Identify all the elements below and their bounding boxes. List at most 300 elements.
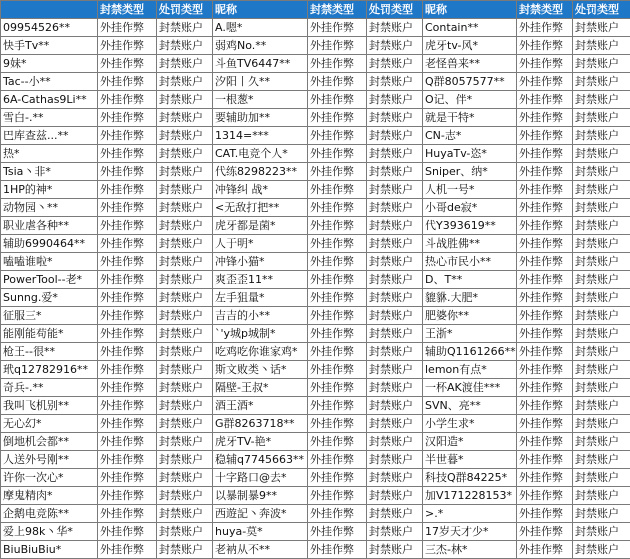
cell-ban-type: 外挂作弊	[98, 19, 157, 37]
cell-nickname: 隔壁-王叔*	[213, 379, 308, 397]
cell-penalty-type: 封禁账户	[157, 199, 213, 217]
cell-ban-type: 外挂作弊	[308, 271, 367, 289]
cell-ban-type: 外挂作弊	[517, 19, 573, 37]
table-row	[1, 109, 630, 127]
cell-ban-type: 外挂作弊	[98, 343, 157, 361]
cell-penalty-type: 封禁账户	[157, 145, 213, 163]
cell-ban-type: 外挂作弊	[308, 343, 367, 361]
cell-penalty-type: 封禁账户	[367, 19, 423, 37]
cell-ban-type: 外挂作弊	[517, 505, 573, 523]
cell-nickname: Tac--小**	[1, 73, 98, 91]
cell-ban-type: 外挂作弊	[517, 91, 573, 109]
cell-nickname: 一根葱*	[213, 91, 308, 109]
cell-ban-type: 外挂作弊	[98, 379, 157, 397]
table-row	[1, 523, 630, 541]
cell-nickname: CAT.电竞个人*	[213, 145, 308, 163]
table-row	[1, 199, 630, 217]
cell-nickname: 人机一号*	[423, 181, 517, 199]
table-row	[1, 271, 630, 289]
cell-penalty-type: 封禁账户	[367, 289, 423, 307]
cell-penalty-type: 封禁账户	[367, 109, 423, 127]
cell-penalty-type: 封禁账户	[367, 325, 423, 343]
cell-nickname: 冲锋小猫*	[213, 253, 308, 271]
cell-penalty-type: 封禁账户	[157, 469, 213, 487]
table-row	[1, 541, 630, 559]
cell-ban-type: 外挂作弊	[98, 307, 157, 325]
cell-penalty-type: 封禁账户	[367, 379, 423, 397]
cell-nickname: Sunng.爱*	[1, 289, 98, 307]
cell-nickname: Contain**	[423, 19, 517, 37]
table-row	[1, 73, 630, 91]
cell-nickname: 一杯AK渡佳***	[423, 379, 517, 397]
cell-nickname: 以暴制暴9**	[213, 487, 308, 505]
cell-nickname: A.嗯*	[213, 19, 308, 37]
cell-penalty-type: 封禁账户	[367, 199, 423, 217]
cell-nickname: 就是干特*	[423, 109, 517, 127]
cell-ban-type: 外挂作弊	[517, 487, 573, 505]
cell-nickname: 嗑嗑谁啦*	[1, 253, 98, 271]
cell-penalty-type: 封禁账户	[367, 361, 423, 379]
cell-ban-type: 外挂作弊	[98, 541, 157, 559]
cell-ban-type: 外挂作弊	[308, 163, 367, 181]
cell-ban-type: 外挂作弊	[517, 343, 573, 361]
cell-ban-type: 外挂作弊	[308, 307, 367, 325]
cell-ban-type: 外挂作弊	[517, 523, 573, 541]
cell-penalty-type: 封禁账户	[367, 307, 423, 325]
cell-penalty-type: 封禁账户	[573, 541, 630, 559]
cell-penalty-type: 封禁账户	[367, 91, 423, 109]
cell-nickname: Sniper、纳*	[423, 163, 517, 181]
cell-nickname: huya-莫*	[213, 523, 308, 541]
cell-ban-type: 外挂作弊	[98, 523, 157, 541]
cell-ban-type: 外挂作弊	[308, 469, 367, 487]
cell-ban-type: 外挂作弊	[98, 271, 157, 289]
table-row	[1, 451, 630, 469]
cell-penalty-type: 封禁账户	[367, 523, 423, 541]
cell-ban-type: 外挂作弊	[308, 379, 367, 397]
cell-nickname: 小哥de寂*	[423, 199, 517, 217]
table-row	[1, 253, 630, 271]
cell-ban-type: 外挂作弊	[517, 415, 573, 433]
cell-nickname: 王浙*	[423, 325, 517, 343]
cell-penalty-type: 封禁账户	[157, 163, 213, 181]
cell-nickname: HuyaTv-恣*	[423, 145, 517, 163]
cell-ban-type: 外挂作弊	[517, 217, 573, 235]
cell-penalty-type: 封禁账户	[573, 289, 630, 307]
cell-nickname: 快手Tv**	[1, 37, 98, 55]
cell-nickname: 辅助6990464**	[1, 235, 98, 253]
cell-penalty-type: 封禁账户	[367, 469, 423, 487]
cell-nickname: 科技Q群84225*	[423, 469, 517, 487]
table-row	[1, 217, 630, 235]
cell-ban-type: 外挂作弊	[308, 523, 367, 541]
cell-penalty-type: 封禁账户	[573, 163, 630, 181]
cell-ban-type: 外挂作弊	[98, 505, 157, 523]
cell-nickname: 玳q12782916**	[1, 361, 98, 379]
cell-ban-type: 外挂作弊	[517, 163, 573, 181]
table-row	[1, 127, 630, 145]
cell-penalty-type: 封禁账户	[367, 55, 423, 73]
header-cell-nickname: 昵称	[423, 1, 517, 19]
cell-ban-type: 外挂作弊	[98, 127, 157, 145]
cell-ban-type: 外挂作弊	[98, 253, 157, 271]
cell-penalty-type: 封禁账户	[573, 487, 630, 505]
cell-ban-type: 外挂作弊	[98, 235, 157, 253]
cell-ban-type: 外挂作弊	[98, 469, 157, 487]
cell-penalty-type: 封禁账户	[157, 181, 213, 199]
cell-nickname: 汐阳丨久**	[213, 73, 308, 91]
header-cell-ban-type: 封禁类型	[517, 1, 573, 19]
header-cell-nickname	[1, 1, 98, 19]
cell-nickname: 虎牙TV-艳*	[213, 433, 308, 451]
cell-ban-type: 外挂作弊	[308, 109, 367, 127]
header-cell-nickname: 昵称	[213, 1, 308, 19]
cell-nickname: 十字路口@去*	[213, 469, 308, 487]
cell-ban-type: 外挂作弊	[98, 109, 157, 127]
table-row	[1, 19, 630, 37]
cell-penalty-type: 封禁账户	[157, 505, 213, 523]
cell-penalty-type: 封禁账户	[157, 55, 213, 73]
cell-penalty-type: 封禁账户	[573, 469, 630, 487]
table-row	[1, 181, 630, 199]
cell-ban-type: 外挂作弊	[98, 451, 157, 469]
cell-ban-type: 外挂作弊	[517, 289, 573, 307]
cell-nickname: 半世暮*	[423, 451, 517, 469]
cell-nickname: 热*	[1, 145, 98, 163]
cell-ban-type: 外挂作弊	[517, 199, 573, 217]
table-body	[1, 19, 630, 559]
cell-ban-type: 外挂作弊	[98, 91, 157, 109]
cell-penalty-type: 封禁账户	[367, 541, 423, 559]
cell-penalty-type: 封禁账户	[573, 415, 630, 433]
cell-penalty-type: 封禁账户	[157, 307, 213, 325]
cell-penalty-type: 封禁账户	[367, 487, 423, 505]
cell-penalty-type: 封禁账户	[573, 361, 630, 379]
cell-ban-type: 外挂作弊	[308, 181, 367, 199]
cell-ban-type: 外挂作弊	[517, 451, 573, 469]
cell-ban-type: 外挂作弊	[308, 361, 367, 379]
cell-penalty-type: 封禁账户	[573, 307, 630, 325]
cell-penalty-type: 封禁账户	[157, 73, 213, 91]
cell-penalty-type: 封禁账户	[573, 19, 630, 37]
cell-ban-type: 外挂作弊	[98, 433, 157, 451]
table-row	[1, 145, 630, 163]
cell-penalty-type: 封禁账户	[157, 451, 213, 469]
cell-penalty-type: 封禁账户	[573, 397, 630, 415]
cell-ban-type: 外挂作弊	[308, 235, 367, 253]
table-row	[1, 397, 630, 415]
cell-ban-type: 外挂作弊	[517, 73, 573, 91]
table-row	[1, 487, 630, 505]
table-row	[1, 469, 630, 487]
cell-penalty-type: 封禁账户	[367, 253, 423, 271]
cell-ban-type: 外挂作弊	[98, 397, 157, 415]
cell-nickname: lemon有点*	[423, 361, 517, 379]
table-row	[1, 307, 630, 325]
cell-penalty-type: 封禁账户	[573, 325, 630, 343]
cell-penalty-type: 封禁账户	[157, 397, 213, 415]
cell-ban-type: 外挂作弊	[98, 145, 157, 163]
cell-penalty-type: 封禁账户	[157, 523, 213, 541]
cell-penalty-type: 封禁账户	[157, 415, 213, 433]
cell-penalty-type: 封禁账户	[573, 181, 630, 199]
cell-penalty-type: 封禁账户	[157, 109, 213, 127]
cell-ban-type: 外挂作弊	[98, 361, 157, 379]
cell-ban-type: 外挂作弊	[308, 415, 367, 433]
cell-penalty-type: 封禁账户	[367, 415, 423, 433]
cell-penalty-type: 封禁账户	[573, 523, 630, 541]
table-row	[1, 343, 630, 361]
header-cell-penalty-type: 处罚类型	[157, 1, 213, 19]
cell-penalty-type: 封禁账户	[367, 505, 423, 523]
cell-penalty-type: 封禁账户	[157, 127, 213, 145]
cell-penalty-type: 封禁账户	[367, 271, 423, 289]
cell-ban-type: 外挂作弊	[517, 361, 573, 379]
cell-nickname: 左手狙量*	[213, 289, 308, 307]
cell-ban-type: 外挂作弊	[308, 19, 367, 37]
cell-nickname: 能刚能苟能*	[1, 325, 98, 343]
cell-ban-type: 外挂作弊	[517, 433, 573, 451]
cell-penalty-type: 封禁账户	[573, 37, 630, 55]
cell-penalty-type: 封禁账户	[573, 217, 630, 235]
table-row	[1, 55, 630, 73]
cell-nickname: <无敌打把**	[213, 199, 308, 217]
cell-nickname: 爱上98k丶华*	[1, 523, 98, 541]
cell-nickname: 老怪兽来**	[423, 55, 517, 73]
cell-penalty-type: 封禁账户	[573, 271, 630, 289]
header-cell-ban-type: 封禁类型	[98, 1, 157, 19]
cell-nickname: 三杰-林*	[423, 541, 517, 559]
cell-ban-type: 外挂作弊	[98, 415, 157, 433]
cell-penalty-type: 封禁账户	[367, 217, 423, 235]
cell-penalty-type: 封禁账户	[157, 271, 213, 289]
cell-ban-type: 外挂作弊	[517, 181, 573, 199]
cell-penalty-type: 封禁账户	[573, 91, 630, 109]
cell-penalty-type: 封禁账户	[157, 19, 213, 37]
cell-nickname: 巴库查兹...**	[1, 127, 98, 145]
cell-penalty-type: 封禁账户	[573, 145, 630, 163]
cell-ban-type: 外挂作弊	[517, 271, 573, 289]
table-row	[1, 505, 630, 523]
cell-nickname: 人于明*	[213, 235, 308, 253]
cell-ban-type: 外挂作弊	[98, 217, 157, 235]
cell-penalty-type: 封禁账户	[573, 73, 630, 91]
cell-penalty-type: 封禁账户	[157, 217, 213, 235]
cell-ban-type: 外挂作弊	[308, 37, 367, 55]
cell-nickname: 热心市民小**	[423, 253, 517, 271]
cell-nickname: G群8263718**	[213, 415, 308, 433]
cell-nickname: 1314=***	[213, 127, 308, 145]
cell-penalty-type: 封禁账户	[573, 55, 630, 73]
header-cell-penalty-type: 处罚类型	[573, 1, 630, 19]
cell-penalty-type: 封禁账户	[367, 235, 423, 253]
cell-nickname: 17岁天才少*	[423, 523, 517, 541]
cell-nickname: 枪王--很**	[1, 343, 98, 361]
cell-penalty-type: 封禁账户	[367, 433, 423, 451]
cell-penalty-type: 封禁账户	[367, 73, 423, 91]
cell-ban-type: 外挂作弊	[98, 487, 157, 505]
cell-penalty-type: 封禁账户	[573, 253, 630, 271]
cell-penalty-type: 封禁账户	[157, 361, 213, 379]
cell-ban-type: 外挂作弊	[98, 289, 157, 307]
cell-penalty-type: 封禁账户	[157, 487, 213, 505]
cell-ban-type: 外挂作弊	[308, 505, 367, 523]
cell-ban-type: 外挂作弊	[308, 91, 367, 109]
cell-nickname: 奇兵-.**	[1, 379, 98, 397]
cell-ban-type: 外挂作弊	[517, 127, 573, 145]
cell-nickname: 09954526**	[1, 19, 98, 37]
cell-nickname: 虎牙tv-风*	[423, 37, 517, 55]
table-row	[1, 163, 630, 181]
cell-nickname: 动物园丶**	[1, 199, 98, 217]
cell-nickname: 要辅助加**	[213, 109, 308, 127]
cell-ban-type: 外挂作弊	[308, 289, 367, 307]
cell-nickname: 辅助Q1161266**	[423, 343, 517, 361]
cell-penalty-type: 封禁账户	[157, 325, 213, 343]
cell-ban-type: 外挂作弊	[308, 199, 367, 217]
cell-penalty-type: 封禁账户	[157, 343, 213, 361]
cell-ban-type: 外挂作弊	[308, 55, 367, 73]
cell-ban-type: 外挂作弊	[517, 145, 573, 163]
cell-penalty-type: 封禁账户	[367, 181, 423, 199]
cell-ban-type: 外挂作弊	[308, 145, 367, 163]
cell-penalty-type: 封禁账户	[367, 37, 423, 55]
cell-ban-type: 外挂作弊	[517, 37, 573, 55]
table-row	[1, 235, 630, 253]
cell-nickname: 加V171228153*	[423, 487, 517, 505]
cell-nickname: 酒王酒*	[213, 397, 308, 415]
cell-nickname: 西遊記丶奔波*	[213, 505, 308, 523]
cell-penalty-type: 封禁账户	[573, 433, 630, 451]
cell-penalty-type: 封禁账户	[157, 379, 213, 397]
cell-nickname: 代练8298223**	[213, 163, 308, 181]
cell-nickname: 许你一次心*	[1, 469, 98, 487]
cell-nickname: 貔貅.大肥*	[423, 289, 517, 307]
table-row	[1, 37, 630, 55]
cell-nickname: 爽歪歪11**	[213, 271, 308, 289]
cell-penalty-type: 封禁账户	[367, 451, 423, 469]
cell-nickname: SVN、亮**	[423, 397, 517, 415]
cell-nickname: 斯文败类丶话*	[213, 361, 308, 379]
cell-ban-type: 外挂作弊	[98, 199, 157, 217]
cell-nickname: 摩鬼精肉*	[1, 487, 98, 505]
cell-ban-type: 外挂作弊	[98, 181, 157, 199]
cell-ban-type: 外挂作弊	[98, 163, 157, 181]
cell-ban-type: 外挂作弊	[308, 487, 367, 505]
cell-nickname: BiuBiuBiu*	[1, 541, 98, 559]
cell-nickname: 我叫飞机别**	[1, 397, 98, 415]
cell-ban-type: 外挂作弊	[98, 37, 157, 55]
cell-penalty-type: 封禁账户	[157, 253, 213, 271]
cell-nickname: 冲锋纠 战*	[213, 181, 308, 199]
cell-ban-type: 外挂作弊	[98, 55, 157, 73]
cell-ban-type: 外挂作弊	[517, 325, 573, 343]
cell-penalty-type: 封禁账户	[573, 199, 630, 217]
table-row	[1, 379, 630, 397]
cell-penalty-type: 封禁账户	[157, 541, 213, 559]
cell-penalty-type: 封禁账户	[367, 145, 423, 163]
cell-nickname: 代Y393619**	[423, 217, 517, 235]
cell-nickname: 1HP的神*	[1, 181, 98, 199]
cell-penalty-type: 封禁账户	[367, 127, 423, 145]
cell-nickname: 雪白-.**	[1, 109, 98, 127]
cell-ban-type: 外挂作弊	[517, 379, 573, 397]
cell-penalty-type: 封禁账户	[367, 397, 423, 415]
cell-nickname: 吃鸡吃你谁家鸡*	[213, 343, 308, 361]
cell-penalty-type: 封禁账户	[367, 343, 423, 361]
cell-ban-type: 外挂作弊	[517, 469, 573, 487]
cell-nickname: 倒地机会都**	[1, 433, 98, 451]
header-cell-penalty-type: 处罚类型	[367, 1, 423, 19]
cell-ban-type: 外挂作弊	[308, 325, 367, 343]
cell-ban-type: 外挂作弊	[308, 217, 367, 235]
cell-ban-type: 外挂作弊	[308, 541, 367, 559]
cell-ban-type: 外挂作弊	[308, 397, 367, 415]
table-row	[1, 289, 630, 307]
cell-nickname: 虎牙都是菌*	[213, 217, 308, 235]
cell-nickname: 斗战胜佛**	[423, 235, 517, 253]
cell-ban-type: 外挂作弊	[517, 109, 573, 127]
cell-ban-type: 外挂作弊	[308, 127, 367, 145]
cell-penalty-type: 封禁账户	[157, 289, 213, 307]
header-cell-ban-type: 封禁类型	[308, 1, 367, 19]
cell-nickname: 无心幻*	[1, 415, 98, 433]
cell-nickname: O记、伴*	[423, 91, 517, 109]
cell-nickname: 斗鱼TV6447**	[213, 55, 308, 73]
header-row	[1, 1, 630, 19]
cell-ban-type: 外挂作弊	[98, 73, 157, 91]
cell-nickname: >.*	[423, 505, 517, 523]
cell-ban-type: 外挂作弊	[517, 307, 573, 325]
cell-penalty-type: 封禁账户	[157, 37, 213, 55]
table-row	[1, 433, 630, 451]
cell-nickname: Tsia丶非*	[1, 163, 98, 181]
cell-nickname: 人送外号刚**	[1, 451, 98, 469]
cell-nickname: 弱鸡No.**	[213, 37, 308, 55]
cell-penalty-type: 封禁账户	[573, 505, 630, 523]
cell-ban-type: 外挂作弊	[98, 325, 157, 343]
cell-penalty-type: 封禁账户	[157, 91, 213, 109]
table-row	[1, 91, 630, 109]
cell-nickname: 吉吉的小**	[213, 307, 308, 325]
table-row	[1, 361, 630, 379]
cell-penalty-type: 封禁账户	[367, 163, 423, 181]
cell-ban-type: 外挂作弊	[308, 253, 367, 271]
cell-penalty-type: 封禁账户	[573, 451, 630, 469]
cell-ban-type: 外挂作弊	[517, 397, 573, 415]
cell-ban-type: 外挂作弊	[517, 235, 573, 253]
cell-nickname: 征服三*	[1, 307, 98, 325]
cell-penalty-type: 封禁账户	[573, 109, 630, 127]
table-row	[1, 325, 630, 343]
cell-penalty-type: 封禁账户	[573, 379, 630, 397]
cell-nickname: 肥婆你**	[423, 307, 517, 325]
cell-nickname: D、T**	[423, 271, 517, 289]
cell-penalty-type: 封禁账户	[157, 433, 213, 451]
cell-ban-type: 外挂作弊	[308, 73, 367, 91]
cell-ban-type: 外挂作弊	[308, 433, 367, 451]
cell-ban-type: 外挂作弊	[517, 541, 573, 559]
cell-penalty-type: 封禁账户	[573, 127, 630, 145]
cell-penalty-type: 封禁账户	[157, 235, 213, 253]
cell-ban-type: 外挂作弊	[308, 451, 367, 469]
cell-nickname: 小学生求*	[423, 415, 517, 433]
cell-penalty-type: 封禁账户	[573, 235, 630, 253]
cell-nickname: 老衲从不**	[213, 541, 308, 559]
cell-nickname: 企鹅电竞陈**	[1, 505, 98, 523]
cell-ban-type: 外挂作弊	[517, 55, 573, 73]
cell-nickname: PowerTool--老*	[1, 271, 98, 289]
